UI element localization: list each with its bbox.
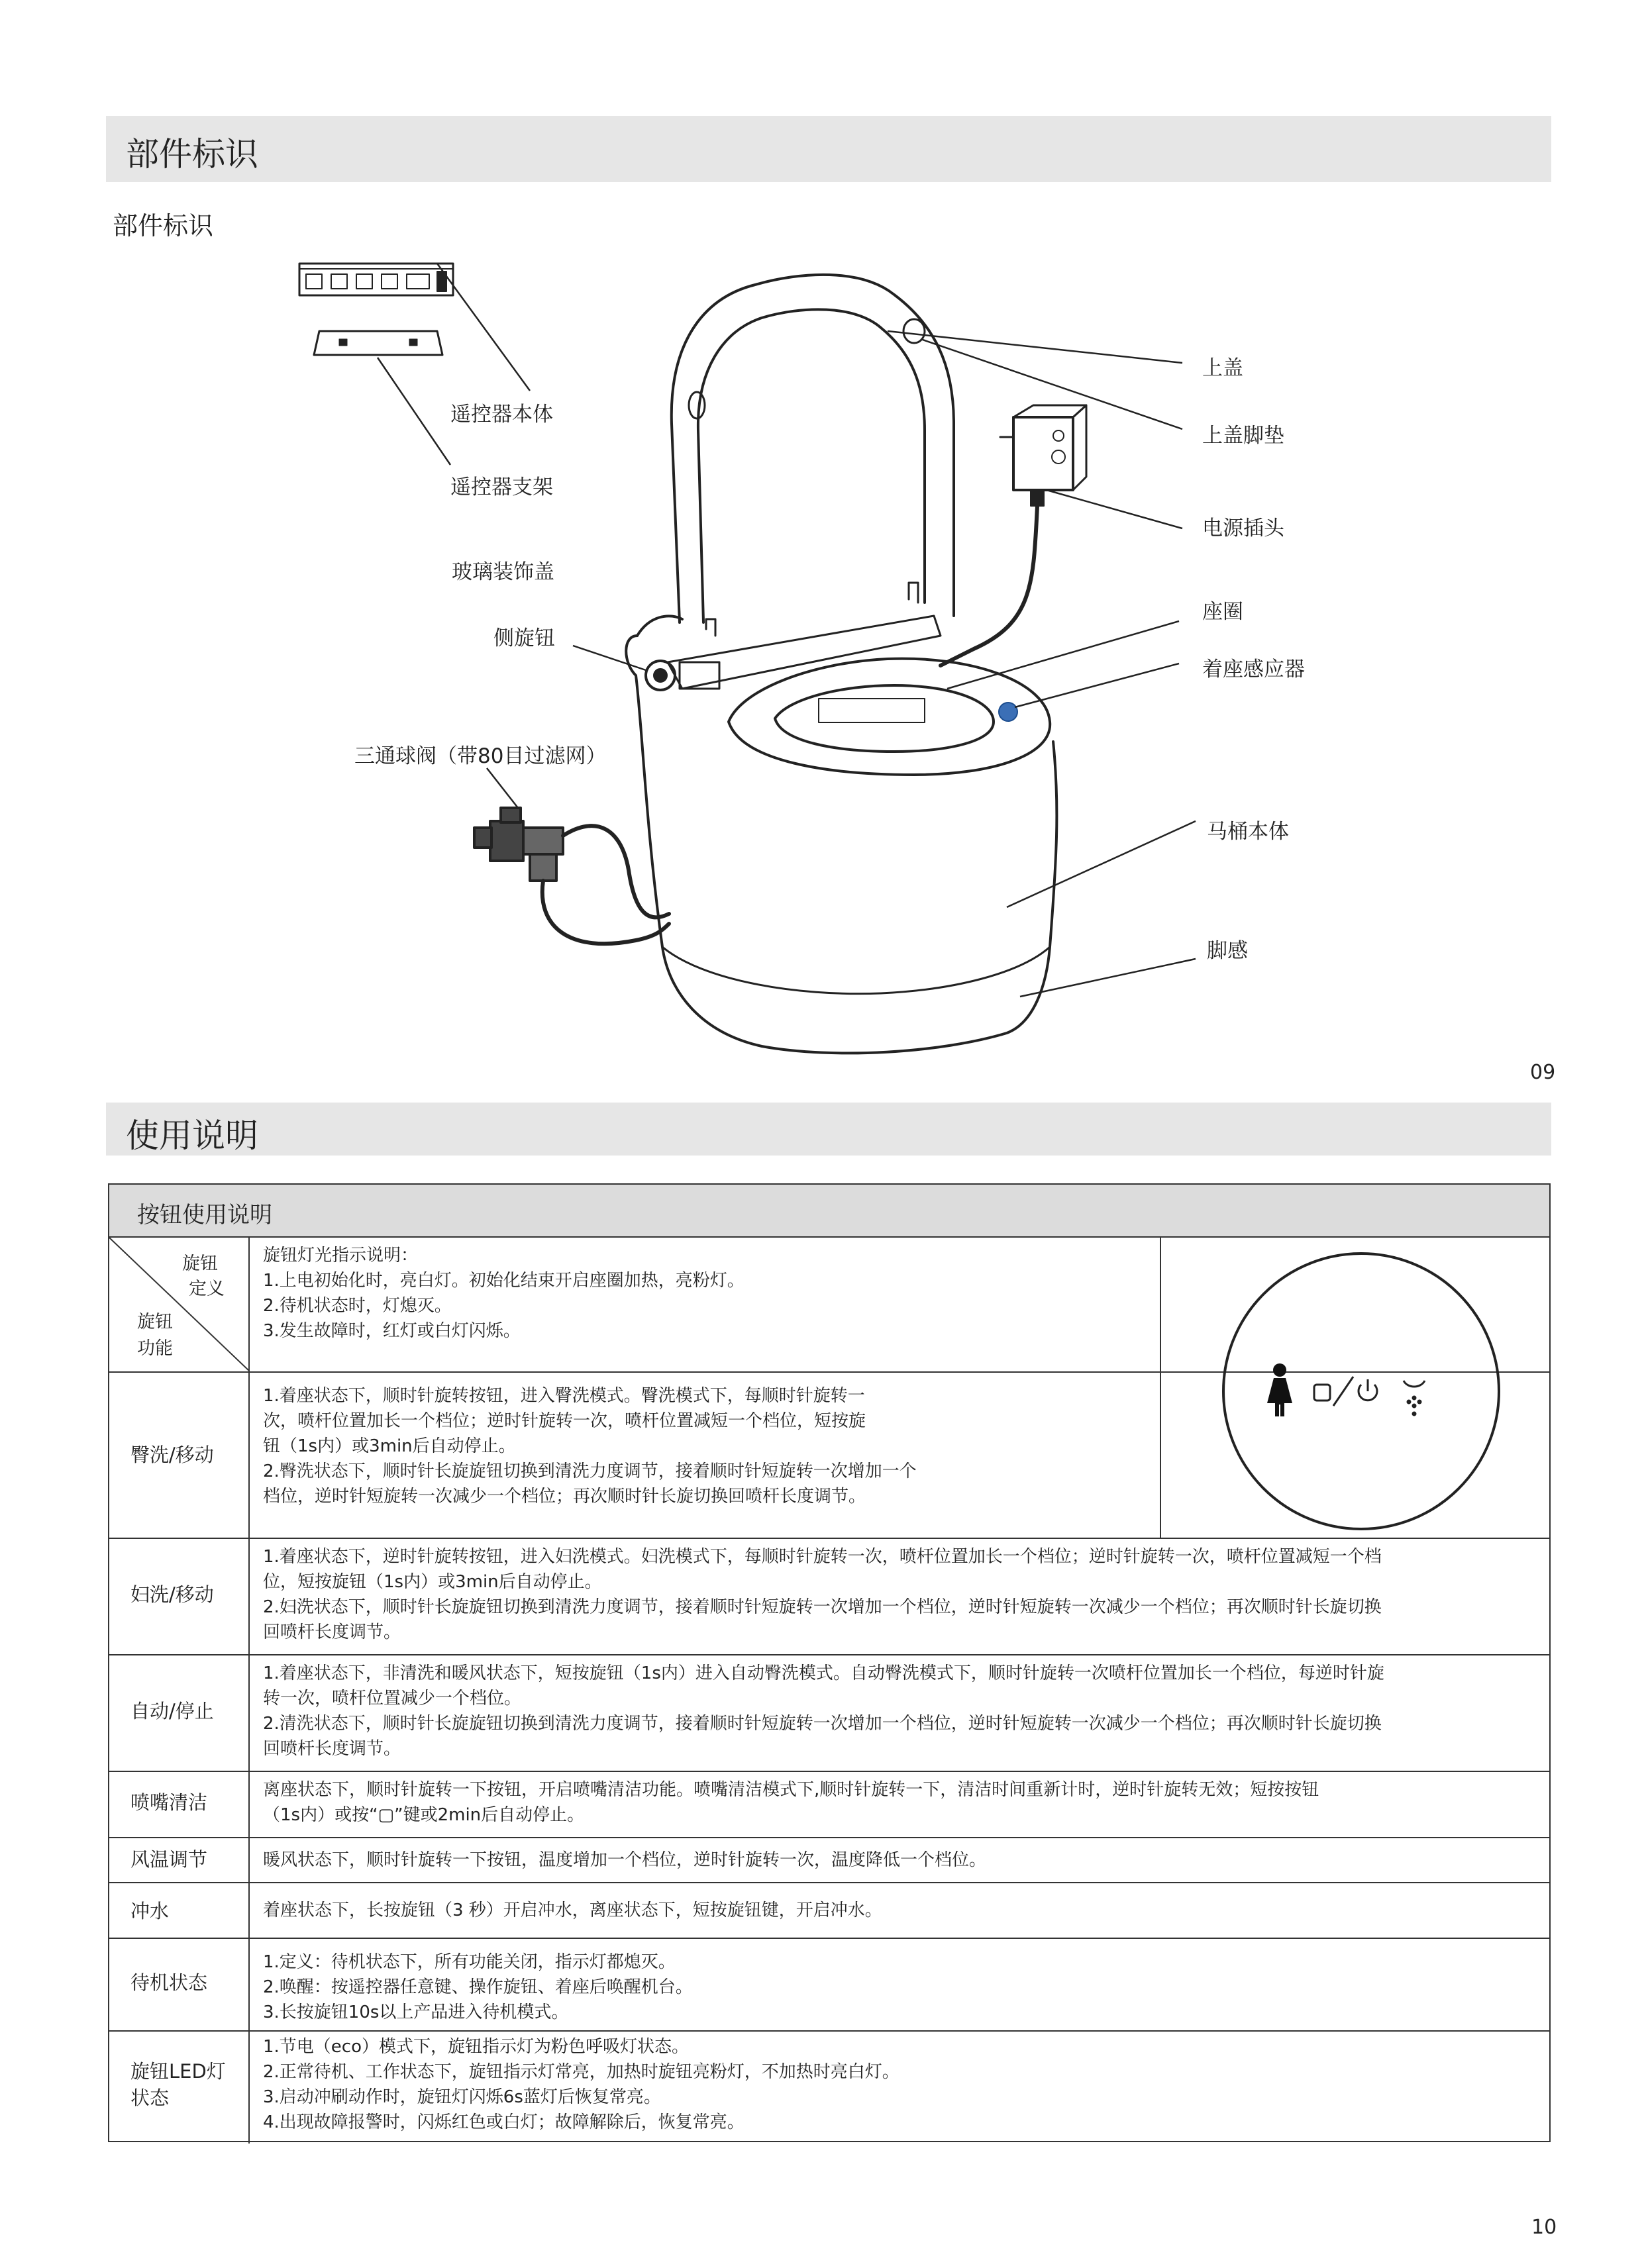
row-description: 1.定义：待机状态下，所有功能关闭，指示灯都熄灭。 2.唤醒：按遥控器任意键、操作旋钮、着座后唤醒机台。 3.长按旋钮10s以上产品进入待机模式。 <box>263 1952 693 2022</box>
row-description: 1.节电（eco）模式下，旋钮指示灯为粉色呼吸灯状态。 2.正常待机、工作状态下，旋钮指示灯常亮，加热时旋钮亮粉灯，不加热时亮白灯。 3.启动冲刷动作时，旋钮灯闪烁6s蓝灯后恢复常亮。 4.出现故障报警时，闪烁红色或白灯；故障解除后，恢复常亮。 <box>263 2037 899 2132</box>
slash-separator <box>1333 1377 1353 1406</box>
section-header-usage <box>106 1103 1551 1156</box>
table-row <box>109 1654 1549 1771</box>
page-number: 09 <box>1530 1061 1556 1084</box>
row-description: 1.着座状态下，逆时针旋转按钮，进入妇洗模式。妇洗模式下，每顺时针旋转一次，喷杆位置加长一个档位；逆时针旋转一次，喷杆位置减短一个档 位，短按旋钮（1s内）或3min后自动停止。 2.妇洗状态下，顺时针长旋旋钮切换到清洗力度调节，接着顺时针短旋转一次增加一个档位，逆时针短旋转一次减少一个档位；再次顺时针长旋切换 回喷杆长度调节。 <box>263 1547 1382 1642</box>
label-toilet-body: 马桶本体 <box>1207 820 1289 844</box>
row-label: 自动/停止 <box>130 1700 214 1722</box>
diag-top-1: 旋钮 <box>182 1254 218 1274</box>
toilet-parts-diagram <box>0 0 1644 1099</box>
row-description: 着座状态下，长按旋钮（3 秒）开启冲水，离座状态下，短按旋钮键，开启冲水。 <box>263 1900 882 1920</box>
nozzle-spray-icon <box>1404 1381 1425 1415</box>
diag-bottom-1: 旋钮 <box>137 1312 173 1332</box>
row-label: 臀洗/移动 <box>130 1444 214 1466</box>
label-glass-cover: 玻璃装饰盖 <box>452 560 554 584</box>
row-description: 1.着座状态下，顺时针旋转按钮，进入臀洗模式。臀洗模式下，每顺时针旋转一 次，喷杆位置加长一个档位；逆时针旋转一次，喷杆位置减短一个档位，短按旋 钮（1s内）或3min后自动停止。 2.臀洗状态下，顺时针长旋旋钮切换到清洗力度调节，接着顺时针短旋转一次增加一个 档位，逆时针短旋转一次减少一个档位；再次顺时针长旋切换回喷杆长度调节。 <box>263 1386 917 1506</box>
diag-top-2: 定义 <box>189 1279 225 1299</box>
label-seat-sensor: 着座感应器 <box>1202 658 1305 681</box>
power-icon <box>1359 1379 1377 1401</box>
row-label: 风温调节 <box>130 1848 208 1871</box>
table-title: 按钮使用说明 <box>137 1202 272 1228</box>
row-label: 冲水 <box>130 1900 170 1922</box>
parts-subtitle: 部件标识 <box>113 211 214 240</box>
table-row <box>109 1882 1549 1938</box>
table-row <box>109 1538 1549 1654</box>
label-top-cover: 上盖 <box>1202 356 1243 380</box>
table-row <box>109 1938 1549 2030</box>
label-power-plug: 电源插头 <box>1202 517 1284 540</box>
section-title: 使用说明 <box>126 1116 258 1155</box>
ball-valve-illustration <box>474 808 563 881</box>
table-row <box>109 1771 1549 1837</box>
label-remote-bracket: 遥控器支架 <box>450 475 553 499</box>
page-number: 10 <box>1531 2216 1557 2239</box>
label-seat-ring: 座圈 <box>1202 600 1243 624</box>
table-row <box>109 1837 1549 1882</box>
remote-bracket-illustration <box>314 331 442 355</box>
female-icon <box>1267 1363 1292 1416</box>
square-button-icon <box>1314 1385 1330 1401</box>
table-header <box>109 1185 1549 1238</box>
knob-light-intro: 旋钮灯光指示说明： 1.上电初始化时，亮白灯。初始化结束开启座圈加热，亮粉灯。 2.待机状态时，灯熄灭。 3.发生故障时，红灯或白灯闪烁。 <box>263 1246 745 1341</box>
row-label: 待机状态 <box>130 1971 208 1994</box>
diagonal-header-cell <box>109 1238 250 1371</box>
label-remote-body: 遥控器本体 <box>450 403 553 426</box>
knob-illustration <box>1161 1238 1553 1538</box>
label-foot-sensor: 脚感 <box>1207 939 1248 963</box>
table-row <box>109 2030 1549 2144</box>
row-description: 离座状态下，顺时针旋转一下按钮，开启喷嘴清洁功能。喷嘴清洁模式下,顺时针旋转一下，清洁时间重新计时，逆时针旋转无效；短按按钮 （1s内）或按“▢”键或2min后自动停止。 <box>263 1780 1319 1825</box>
row-label: 妇洗/移动 <box>130 1583 214 1606</box>
row-label: 喷嘴清洁 <box>130 1791 208 1814</box>
label-ball-valve: 三通球阀（带80目过滤网） <box>354 744 607 768</box>
knob-icon-cell <box>1160 1238 1552 1538</box>
row-label: 旋钮LED灯 状态 <box>130 2060 226 2109</box>
label-top-cover-pad: 上盖脚垫 <box>1202 424 1284 448</box>
remote-control-illustration <box>299 264 453 295</box>
row-description: 暖风状态下，顺时针旋转一下按钮，温度增加一个档位，逆时针旋转一次，温度降低一个档位。 <box>263 1850 987 1870</box>
diagonal-line <box>109 1238 250 1371</box>
button-usage-table <box>108 1183 1551 2142</box>
row-description: 1.着座状态下，非清洗和暖风状态下，短按旋钮（1s内）进入自动臀洗模式。自动臀洗模式下，顺时针旋转一次喷杆位置加长一个档位，每逆时针旋 转一次，喷杆位置减少一个档位。 2.清洗状态下，顺时针长旋旋钮切换到清洗力度调节，接着顺时针短旋转一次增加一个档位，逆时针短旋转一次减少一个档位；再次顺时针长旋切换 回喷杆长度调节。 <box>263 1663 1384 1759</box>
section-title: 部件标识 <box>126 135 258 173</box>
label-side-knob: 侧旋钮 <box>493 626 555 650</box>
diag-bottom-2: 功能 <box>137 1338 173 1359</box>
